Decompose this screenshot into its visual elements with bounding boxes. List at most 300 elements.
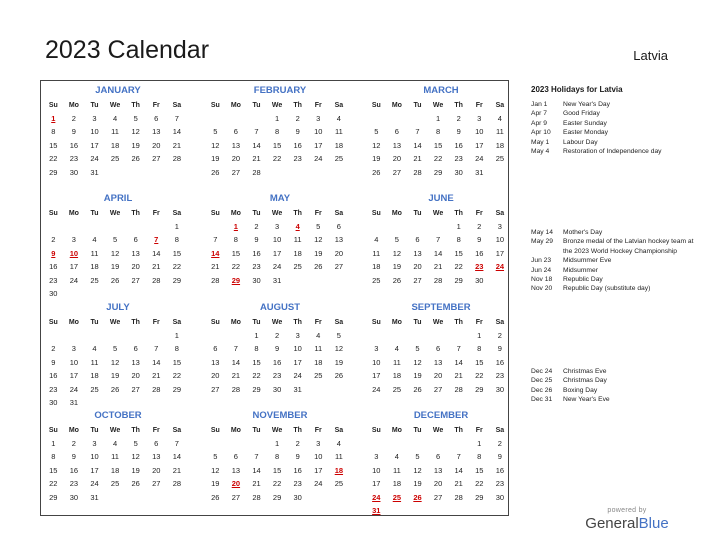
weekday-header: Fr xyxy=(314,210,322,217)
week-row xyxy=(205,166,355,179)
day-cell: 17 xyxy=(272,248,282,258)
month-name: FEBRUARY xyxy=(253,85,307,96)
day-cell xyxy=(329,383,350,396)
weekday-header: Th xyxy=(454,319,463,326)
day-cell: 26 xyxy=(131,479,140,489)
weekday-header: Tu xyxy=(252,427,261,434)
day-cell: 27 xyxy=(152,479,161,489)
day-cell: 17 xyxy=(475,140,484,150)
day-cell: 30 xyxy=(293,492,302,502)
month-february xyxy=(205,83,355,179)
holiday-day-cell: 4 xyxy=(295,222,300,231)
day-cell: 4 xyxy=(112,439,118,448)
day-cell xyxy=(407,220,428,233)
day-cell: 13 xyxy=(433,465,443,475)
day-cell: 28 xyxy=(454,384,463,394)
day-cell: 27 xyxy=(131,275,140,285)
day-cell: 13 xyxy=(392,140,402,150)
day-cell: 22 xyxy=(172,262,182,272)
calendar-grid xyxy=(40,80,509,516)
day-cell: 8 xyxy=(477,344,482,354)
day-cell: 25 xyxy=(334,154,344,164)
week-row xyxy=(205,247,355,260)
holiday-day-cell: 24 xyxy=(495,262,505,272)
weekday-header: We xyxy=(432,102,444,109)
weekday-header: Th xyxy=(293,102,302,109)
day-cell: 10 xyxy=(90,452,99,462)
day-cell: 24 xyxy=(90,154,99,164)
day-cell: 8 xyxy=(174,344,179,354)
weekday-header: Fr xyxy=(152,427,160,434)
day-cell xyxy=(428,504,449,517)
weekday-header: Fr xyxy=(314,319,322,326)
day-cell: 18 xyxy=(110,465,120,475)
holiday-date: Dec 25 xyxy=(531,377,553,385)
holiday-day-cell: 14 xyxy=(211,248,220,258)
day-cell xyxy=(84,220,105,233)
day-cell: 20 xyxy=(231,154,241,164)
day-cell: 27 xyxy=(152,154,161,164)
day-cell: 29 xyxy=(172,275,182,285)
day-cell: 25 xyxy=(90,384,99,394)
weekday-header-row xyxy=(366,207,516,220)
weekday-header: Sa xyxy=(334,427,344,434)
day-cell: 11 xyxy=(90,357,99,367)
day-cell: 8 xyxy=(174,235,179,245)
day-cell: 2 xyxy=(274,331,280,340)
weekday-header: Su xyxy=(210,319,220,326)
week-row xyxy=(43,260,193,273)
week-row xyxy=(205,369,355,382)
week-row xyxy=(366,247,516,260)
day-cell: 12 xyxy=(372,140,381,150)
day-cell: 17 xyxy=(314,140,323,150)
day-cell: 2 xyxy=(51,235,56,245)
day-cell: 13 xyxy=(152,452,161,462)
day-cell: 19 xyxy=(211,479,220,489)
weekday-header: Sa xyxy=(172,319,182,326)
day-cell: 29 xyxy=(49,492,58,502)
day-cell xyxy=(125,220,146,233)
weekday-header: We xyxy=(109,319,121,326)
day-cell: 25 xyxy=(372,275,381,285)
holiday-name: Easter Monday xyxy=(563,129,608,137)
day-cell: 21 xyxy=(152,371,161,381)
week-row xyxy=(366,383,516,396)
day-cell xyxy=(84,329,105,342)
holiday-date: Apr 10 xyxy=(531,129,551,137)
day-cell xyxy=(448,329,469,342)
day-cell xyxy=(387,220,408,233)
day-cell: 13 xyxy=(152,127,161,137)
brand-name-part2: Blue xyxy=(638,515,669,532)
day-cell: 11 xyxy=(392,465,401,475)
day-cell: 12 xyxy=(131,452,140,462)
month-name: JULY xyxy=(106,302,130,313)
day-cell: 18 xyxy=(110,140,120,150)
day-cell: 28 xyxy=(433,275,443,285)
holiday-name: Easter Sunday xyxy=(563,119,607,127)
week-row xyxy=(43,220,193,233)
day-cell: 7 xyxy=(174,114,179,123)
day-cell xyxy=(146,287,167,300)
day-cell: 22 xyxy=(272,479,282,489)
day-cell xyxy=(308,491,329,504)
day-cell: 14 xyxy=(231,357,241,367)
holiday-date: Nov 18 xyxy=(531,276,553,284)
day-cell: 14 xyxy=(252,465,261,475)
day-cell: 16 xyxy=(475,248,484,258)
day-cell xyxy=(105,491,126,504)
day-cell: 6 xyxy=(154,439,159,448)
day-cell: 19 xyxy=(110,371,120,381)
day-cell: 27 xyxy=(211,384,220,394)
day-cell: 5 xyxy=(112,235,118,245)
day-cell: 15 xyxy=(231,248,241,258)
day-cell: 21 xyxy=(231,371,241,381)
month-august xyxy=(205,300,355,396)
day-cell: 8 xyxy=(51,452,56,462)
holiday-name: Midsummer xyxy=(563,266,598,274)
holidays-title: 2023 Holidays for Latvia xyxy=(531,85,623,94)
day-cell xyxy=(329,491,350,504)
day-cell: 7 xyxy=(254,452,259,462)
day-cell: 11 xyxy=(293,235,302,245)
day-cell: 3 xyxy=(374,344,379,354)
day-cell: 15 xyxy=(433,140,443,150)
holiday-day-cell: 7 xyxy=(154,235,159,245)
week-row xyxy=(43,329,193,342)
day-cell: 19 xyxy=(131,140,140,150)
day-cell: 14 xyxy=(152,357,161,367)
day-cell: 16 xyxy=(252,248,261,258)
holiday-item xyxy=(531,275,697,284)
day-cell xyxy=(308,383,329,396)
day-cell xyxy=(146,166,167,179)
day-cell: 22 xyxy=(454,262,463,272)
day-cell: 23 xyxy=(454,154,463,164)
day-cell: 11 xyxy=(111,127,119,137)
day-cell: 11 xyxy=(111,452,119,462)
holiday-name: Bronze medal of the Latvian hockey team at the 2023 World Hockey Championship xyxy=(563,238,694,255)
month-march xyxy=(366,83,516,179)
day-cell: 25 xyxy=(90,275,99,285)
week-row xyxy=(366,342,516,355)
day-cell: 21 xyxy=(152,262,161,272)
day-cell: 15 xyxy=(49,140,58,150)
day-cell: 14 xyxy=(152,248,161,258)
day-cell: 25 xyxy=(392,384,402,394)
holiday-item xyxy=(531,237,697,256)
week-row xyxy=(205,450,355,463)
holiday-day-cell: 24 xyxy=(372,492,381,502)
holiday-item xyxy=(531,228,697,237)
holiday-name: Christmas Eve xyxy=(563,368,607,375)
day-cell: 14 xyxy=(454,465,463,475)
day-cell: 29 xyxy=(272,492,282,502)
day-cell: 23 xyxy=(252,262,261,272)
day-cell: 19 xyxy=(392,262,402,272)
day-cell: 9 xyxy=(477,235,482,245)
month-november xyxy=(205,408,355,504)
week-row xyxy=(43,437,193,450)
day-cell xyxy=(146,329,167,342)
holiday-list-1 xyxy=(531,100,697,156)
week-row xyxy=(43,125,193,138)
day-cell: 26 xyxy=(314,262,323,272)
week-row xyxy=(43,356,193,369)
weekday-header: Th xyxy=(131,427,140,434)
month-name: JANUARY xyxy=(95,85,141,96)
day-cell: 15 xyxy=(454,248,463,258)
month-name: MARCH xyxy=(423,85,459,96)
day-cell: 10 xyxy=(69,357,79,367)
day-cell: 16 xyxy=(69,465,79,475)
week-row xyxy=(43,247,193,260)
day-cell: 30 xyxy=(454,167,463,177)
day-cell: 5 xyxy=(415,344,420,354)
day-cell: 16 xyxy=(454,140,463,150)
day-cell xyxy=(125,166,146,179)
page-title: 2023 Calendar xyxy=(45,36,210,64)
week-row xyxy=(205,125,355,138)
week-row xyxy=(366,139,516,152)
holiday-item xyxy=(531,367,697,376)
day-cell: 13 xyxy=(131,357,140,367)
weekday-header-row xyxy=(366,99,516,112)
day-cell: 16 xyxy=(49,262,58,272)
day-cell: 22 xyxy=(49,479,58,489)
day-cell: 4 xyxy=(92,344,97,354)
day-cell: 30 xyxy=(252,275,261,285)
day-cell xyxy=(387,329,408,342)
day-cell: 21 xyxy=(252,479,261,489)
weekday-header: We xyxy=(109,427,121,434)
day-cell: 17 xyxy=(314,465,323,475)
month-april xyxy=(43,191,193,300)
day-cell: 2 xyxy=(295,114,300,123)
holiday-item xyxy=(531,128,697,137)
day-cell: 3 xyxy=(71,235,76,245)
holiday-list-3 xyxy=(531,367,697,405)
weekday-header: Th xyxy=(454,102,463,109)
day-cell: 22 xyxy=(49,154,58,164)
holiday-day-cell: 20 xyxy=(231,479,241,489)
day-cell: 29 xyxy=(172,384,182,394)
day-cell xyxy=(226,112,247,125)
week-row xyxy=(205,233,355,246)
weekday-header: Tu xyxy=(413,319,422,326)
day-cell: 8 xyxy=(274,127,280,137)
weekday-header: Su xyxy=(371,319,381,326)
day-cell: 7 xyxy=(435,235,441,245)
week-row xyxy=(366,220,516,233)
powered-by-text: powered by xyxy=(607,507,647,514)
weekday-header: We xyxy=(432,319,444,326)
day-cell: 21 xyxy=(211,262,220,272)
weekday-header: Fr xyxy=(152,210,160,217)
week-row xyxy=(366,329,516,342)
weekday-header: Su xyxy=(48,319,58,326)
day-cell xyxy=(105,329,126,342)
day-cell: 18 xyxy=(392,371,402,381)
day-cell xyxy=(125,329,146,342)
day-cell: 8 xyxy=(233,235,238,245)
day-cell xyxy=(167,287,188,300)
day-cell: 28 xyxy=(172,479,182,489)
day-cell xyxy=(64,329,85,342)
day-cell: 18 xyxy=(90,371,99,381)
weekday-header: Fr xyxy=(475,319,483,326)
day-cell: 23 xyxy=(69,154,79,164)
holiday-item xyxy=(531,147,697,156)
day-cell: 20 xyxy=(152,465,161,475)
day-cell: 9 xyxy=(295,452,300,462)
day-cell: 7 xyxy=(233,344,238,354)
day-cell: 8 xyxy=(477,452,482,462)
day-cell: 26 xyxy=(413,384,422,394)
day-cell: 2 xyxy=(71,439,76,448)
weekday-header: Sa xyxy=(495,210,505,217)
week-row xyxy=(366,504,516,517)
day-cell: 13 xyxy=(131,248,140,258)
day-cell: 15 xyxy=(272,140,282,150)
day-cell: 3 xyxy=(316,439,321,448)
day-cell: 11 xyxy=(334,127,343,137)
brand-logo[interactable] xyxy=(583,507,671,532)
weekday-header: Tu xyxy=(252,319,261,326)
day-cell xyxy=(167,166,188,179)
day-cell: 27 xyxy=(433,384,443,394)
weekday-header-row xyxy=(43,99,193,112)
day-cell: 4 xyxy=(336,439,341,448)
day-cell: 10 xyxy=(372,465,381,475)
holiday-item xyxy=(531,386,697,395)
day-cell: 16 xyxy=(495,357,505,367)
weekday-header: Sa xyxy=(334,210,344,217)
day-cell: 20 xyxy=(334,248,344,258)
day-cell: 18 xyxy=(372,262,381,272)
day-cell: 14 xyxy=(172,452,182,462)
day-cell: 16 xyxy=(272,357,282,367)
day-cell: 7 xyxy=(415,127,420,137)
week-row xyxy=(43,477,193,490)
day-cell: 30 xyxy=(49,397,58,407)
day-cell: 11 xyxy=(495,127,504,137)
week-row xyxy=(205,139,355,152)
weekday-header-row xyxy=(205,424,355,437)
day-cell: 14 xyxy=(172,127,182,137)
day-cell: 19 xyxy=(413,479,422,489)
day-cell: 25 xyxy=(110,479,120,489)
day-cell: 24 xyxy=(272,262,282,272)
day-cell: 8 xyxy=(254,344,259,354)
day-cell: 4 xyxy=(316,331,321,340)
week-row xyxy=(43,274,193,287)
holiday-date: Dec 31 xyxy=(531,396,553,404)
holiday-date: Dec 26 xyxy=(531,386,553,394)
day-cell: 28 xyxy=(152,384,161,394)
day-cell: 12 xyxy=(314,235,323,245)
day-cell: 30 xyxy=(272,384,282,394)
holiday-date: Jun 23 xyxy=(531,257,552,265)
day-cell: 26 xyxy=(334,371,344,381)
day-cell: 17 xyxy=(90,465,99,475)
day-cell: 15 xyxy=(252,357,261,367)
day-cell: 17 xyxy=(293,357,302,367)
weekday-header: Su xyxy=(48,102,58,109)
weekday-header: Sa xyxy=(172,210,182,217)
holiday-day-cell: 18 xyxy=(334,465,344,475)
day-cell: 2 xyxy=(51,344,56,354)
day-cell: 1 xyxy=(254,331,259,340)
day-cell: 11 xyxy=(392,357,401,367)
holiday-item xyxy=(531,266,697,275)
day-cell xyxy=(308,166,329,179)
day-cell xyxy=(490,504,511,517)
week-row xyxy=(366,112,516,125)
day-cell: 15 xyxy=(475,357,484,367)
weekday-header: Mo xyxy=(230,210,241,217)
day-cell: 16 xyxy=(495,465,505,475)
month-name: JUNE xyxy=(428,193,454,204)
day-cell: 26 xyxy=(211,492,220,502)
weekday-header: Tu xyxy=(90,319,99,326)
day-cell: 4 xyxy=(374,235,379,245)
weekday-header: Mo xyxy=(230,427,241,434)
day-cell: 9 xyxy=(51,357,56,367)
day-cell xyxy=(407,329,428,342)
day-cell: 1 xyxy=(51,439,56,448)
day-cell xyxy=(407,112,428,125)
day-cell: 3 xyxy=(497,222,502,231)
day-cell: 23 xyxy=(495,371,505,381)
day-cell: 14 xyxy=(252,140,261,150)
weekday-header: Fr xyxy=(314,427,322,434)
month-september xyxy=(366,300,516,396)
weekday-header: Th xyxy=(131,102,140,109)
day-cell: 7 xyxy=(174,439,179,448)
day-cell: 18 xyxy=(495,140,505,150)
day-cell: 19 xyxy=(334,357,344,367)
weekday-header: We xyxy=(432,427,444,434)
week-row xyxy=(43,152,193,165)
day-cell: 22 xyxy=(475,479,484,489)
day-cell: 12 xyxy=(413,357,422,367)
day-cell xyxy=(366,329,387,342)
day-cell: 16 xyxy=(49,371,58,381)
day-cell: 27 xyxy=(413,275,422,285)
day-cell: 24 xyxy=(314,479,323,489)
day-cell: 6 xyxy=(213,344,218,354)
day-cell xyxy=(246,437,267,450)
day-cell: 20 xyxy=(211,371,220,381)
day-cell: 9 xyxy=(274,344,280,354)
day-cell: 26 xyxy=(372,167,381,177)
day-cell: 28 xyxy=(231,384,241,394)
weekday-header: Tu xyxy=(90,210,99,217)
weekday-header: Su xyxy=(210,102,220,109)
weekday-header: Sa xyxy=(172,102,182,109)
day-cell xyxy=(448,504,469,517)
day-cell: 13 xyxy=(334,235,344,245)
day-cell: 30 xyxy=(495,492,505,502)
day-cell: 8 xyxy=(51,127,56,137)
day-cell: 10 xyxy=(90,127,99,137)
day-cell: 26 xyxy=(211,167,220,177)
day-cell: 27 xyxy=(433,492,443,502)
day-cell: 6 xyxy=(233,127,238,137)
